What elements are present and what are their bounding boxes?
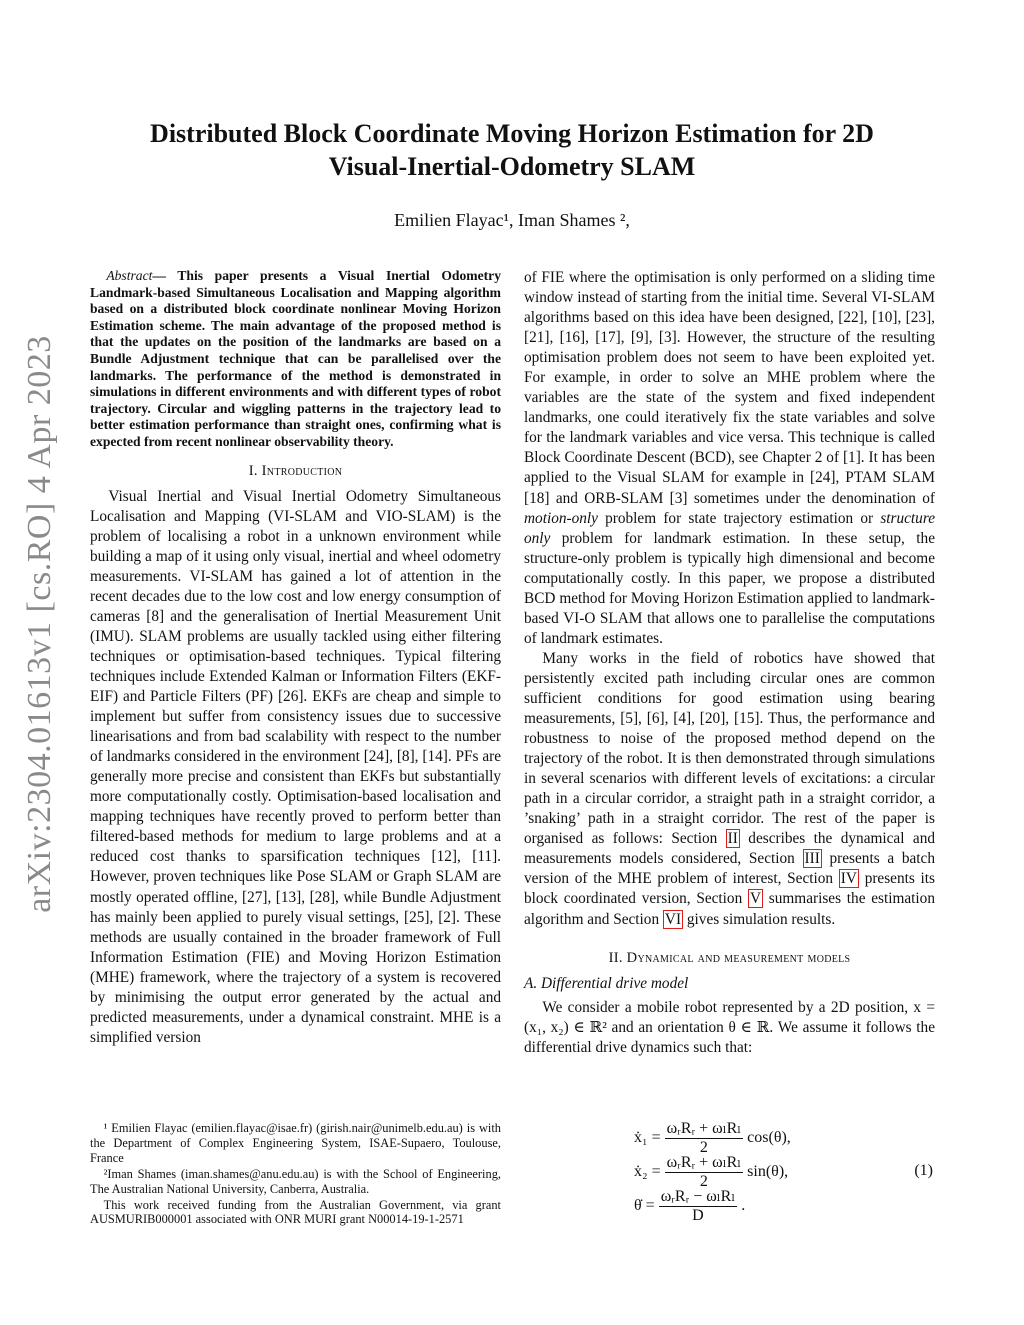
- equation-number: (1): [914, 1162, 933, 1179]
- author-list: Emilien Flayac¹, Iman Shames ²,: [394, 210, 630, 230]
- section-link-iv[interactable]: IV: [840, 870, 857, 888]
- eq-tail-3: .: [741, 1196, 746, 1214]
- section-link-v[interactable]: V: [749, 890, 762, 908]
- footnote-3: This work received funding from the Australian Government, via grant AUSMURIB000001 associated with ONR MURI grant N00014-19-1-2571: [90, 1197, 501, 1227]
- paper-title: [100, 117, 924, 183]
- arxiv-identifier: arXiv:2304.01613v1 [cs.RO] 4 Apr 2023: [21, 335, 58, 913]
- term-motion-only: motion-only: [524, 509, 598, 527]
- title-line-2: Visual-Inertial-Odometry SLAM: [328, 152, 696, 181]
- right-paragraph-2-part-e: summarises the estimation algorithm and Section: [524, 890, 935, 928]
- subsection-heading-a: A. Differential drive model: [524, 974, 689, 992]
- section-heading-models: II. Dynamical and measurement models: [608, 949, 851, 966]
- eq-numerator-3: ωᵣRᵣ − ωₗRₗ: [660, 1188, 736, 1205]
- equation-line-3: [634, 1186, 745, 1225]
- right-paragraph-1-part-a: of FIE where the optimisation is only performed on a sliding time window instead of starting from the initial time. Several VI-SLAM algorithms based on this idea have been designed, [22], [10], [23], [21], [16], [17], [9], [3]. However, the structure of the resulting optimisation problem does not seem to have been exploited yet. For example, in order to solve an MHE problem where the variables are the state of the system and fixed independent landmarks, one could iteratively fix the state variables and solve for the landmark variables and vice versa. This technique is called Block Coordinate Descent (BCD), see Chapter 2 of [1]. It has been applied to the Visual SLAM for example in [24], PTAM SLAM [18] and ORB-SLAM [3] sometimes under the denomination of: [524, 269, 935, 507]
- right-paragraph-2-part-a: Many works in the field of robotics have showed that persistently excited path including circular ones are common sufficient conditions for good estimation using bearing measurements, [5], [6], [4], [20], [15]. Thus, the performance and robustness to noise of the proposed method depend on the trajectory of the robot. It is then demonstrated through simulations in several scenarios with different levels of excitations: a circular path in a circular corridor, a straight path in a straight corridor, a ’snaking’ path in a straight corridor. The rest of the paper is organised as follows: Section: [524, 649, 935, 848]
- eq-tail-2: sin(θ),: [747, 1162, 789, 1180]
- eq-denominator-1: 2: [699, 1139, 708, 1156]
- right-paragraph-1: [524, 268, 935, 649]
- right-paragraph-2-part-b: describes the dynamical and measurements models considered, Section: [524, 830, 935, 868]
- footnote-1: ¹ Emilien Flayac (emilien.flayac@isae.fr) (girish.nair@unimelb.edu.au) is with the Department of Complex Engineering System, ISAE-Supaero, Toulouse, France: [90, 1121, 501, 1165]
- eq-lhs-2: ẋ₂ =: [634, 1162, 661, 1180]
- eq-lhs-1: ẋ₁ =: [634, 1128, 661, 1146]
- footnote-2: ²Iman Shames (iman.shames@anu.edu.au) is with the School of Engineering, The Australian National University, Canberra, Australia.: [90, 1166, 501, 1196]
- section-link-ii[interactable]: II: [727, 830, 738, 848]
- right-paragraph-3: We consider a mobile robot represented by a 2D position, x = (x₁, x₂) ∈ ℝ² and an orientation θ ∈ ℝ. We assume it follows the differential drive dynamics such that:: [524, 998, 935, 1056]
- eq-numerator-1: ωᵣRᵣ + ωₗRₗ: [666, 1120, 742, 1137]
- right-paragraph-1-part-c: problem for landmark estimation. In these setup, the structure-only problem is typically high dimensional and become computationally costly. In this paper, we propose a distributed BCD method for Moving Horizon Estimation applied to landmark-based VI-O SLAM that allows one to parallelise the computations of landmark estimates.: [524, 529, 935, 647]
- left-column: [90, 268, 501, 1048]
- eq-numerator-2: ωᵣRᵣ + ωₗRₗ: [666, 1154, 742, 1171]
- eq-denominator-2: 2: [699, 1173, 708, 1190]
- abstract-text: — This paper presents a Visual Inertial Odometry Landmark-based Simultaneous Localisation and Mapping algorithm based on a distributed block coordinate nonlinear Moving Horizon Estimation scheme. The main advantage of the proposed method is that the updates on the position of the landmarks are based on a Bundle Adjustment technique that can be parallelised over the landmarks. The performance of the method is demonstrated in simulations in different environments and with different types of robot trajectory. Circular and wiggling patterns in the trajectory lead to better estimation performance than straight ones, confirming what is expected from recent nonlinear observability theory.: [90, 268, 501, 449]
- right-paragraph-2-part-f: gives simulation results.: [683, 910, 836, 928]
- right-paragraph-2-part-c: presents a batch version of the MHE problem of interest, Section: [524, 850, 935, 888]
- right-paragraph-2: [524, 649, 935, 930]
- eq-frac-3: [659, 1186, 738, 1225]
- term-structure-only: structure only: [524, 509, 935, 547]
- section-link-vi[interactable]: VI: [664, 910, 682, 928]
- eq-tail-1: cos(θ),: [747, 1128, 791, 1146]
- section-heading-introduction: I. Introduction: [248, 462, 343, 479]
- footnotes: [90, 1121, 501, 1228]
- right-paragraph-2-part-d: presents its block coordinated version, Section: [524, 870, 936, 908]
- section-link-iii[interactable]: III: [804, 850, 820, 868]
- abstract: [90, 268, 501, 451]
- right-column: [524, 268, 935, 1058]
- eq-lhs-3: θ̇ =: [634, 1196, 655, 1214]
- eq-denominator-3: D: [692, 1207, 704, 1224]
- intro-paragraph: Visual Inertial and Visual Inertial Odometry Simultaneous Localisation and Mapping (VI-SLAM and VIO-SLAM) is the problem of localising a robot in a unknown environment while building a map of it using only visual, inertial and wheel odometry measurements. VI-SLAM has gained a lot of attention in the recent decades due to the low cost and low energy consumption of cameras [8] and the generalisation of Inertial Measurement Unit (IMU). SLAM problems are usually tackled using either filtering techniques or optimisation-based techniques. Typical filtering techniques include Extended Kalman or Information Filters (EKF-EIF) and Particle Filters (PF) [26]. EKFs are cheap and simple to implement but suffer from consistency issues due to successive linearisations and from bad scalability with respect to the number of landmarks considered in the environment [24], [8], [14]. PFs are generally more precise and consistent than EKFs but substantially more computationally costly. Optimisation-based localisation and mapping techniques have recently proved to perform better than filtered-based methods for medium to large problems and at a reduced cost thanks to sparsification techniques [12], [11]. However, proven techniques like Pose SLAM or Graph SLAM are mostly operated offline, [27], [13], [28], while Bundle Adjustment has mainly been applied to purely visual settings, [25], [2]. These methods are usually contained in the broader framework of Full Information Estimation (FIE) and Moving Horizon Estimation (MHE) framework, where the trajectory of a system is recovered by minimising the output error generated by the actual and predicted measurements, under a dynamical constraint. MHE is a simplified version: [90, 487, 501, 1046]
- right-paragraph-1-part-b: problem for state trajectory estimation or: [597, 509, 881, 527]
- equation-1: [524, 1118, 935, 1224]
- title-line-1: Distributed Block Coordinate Moving Horizon Estimation for 2D: [150, 119, 874, 148]
- abstract-label: Abstract: [106, 268, 153, 283]
